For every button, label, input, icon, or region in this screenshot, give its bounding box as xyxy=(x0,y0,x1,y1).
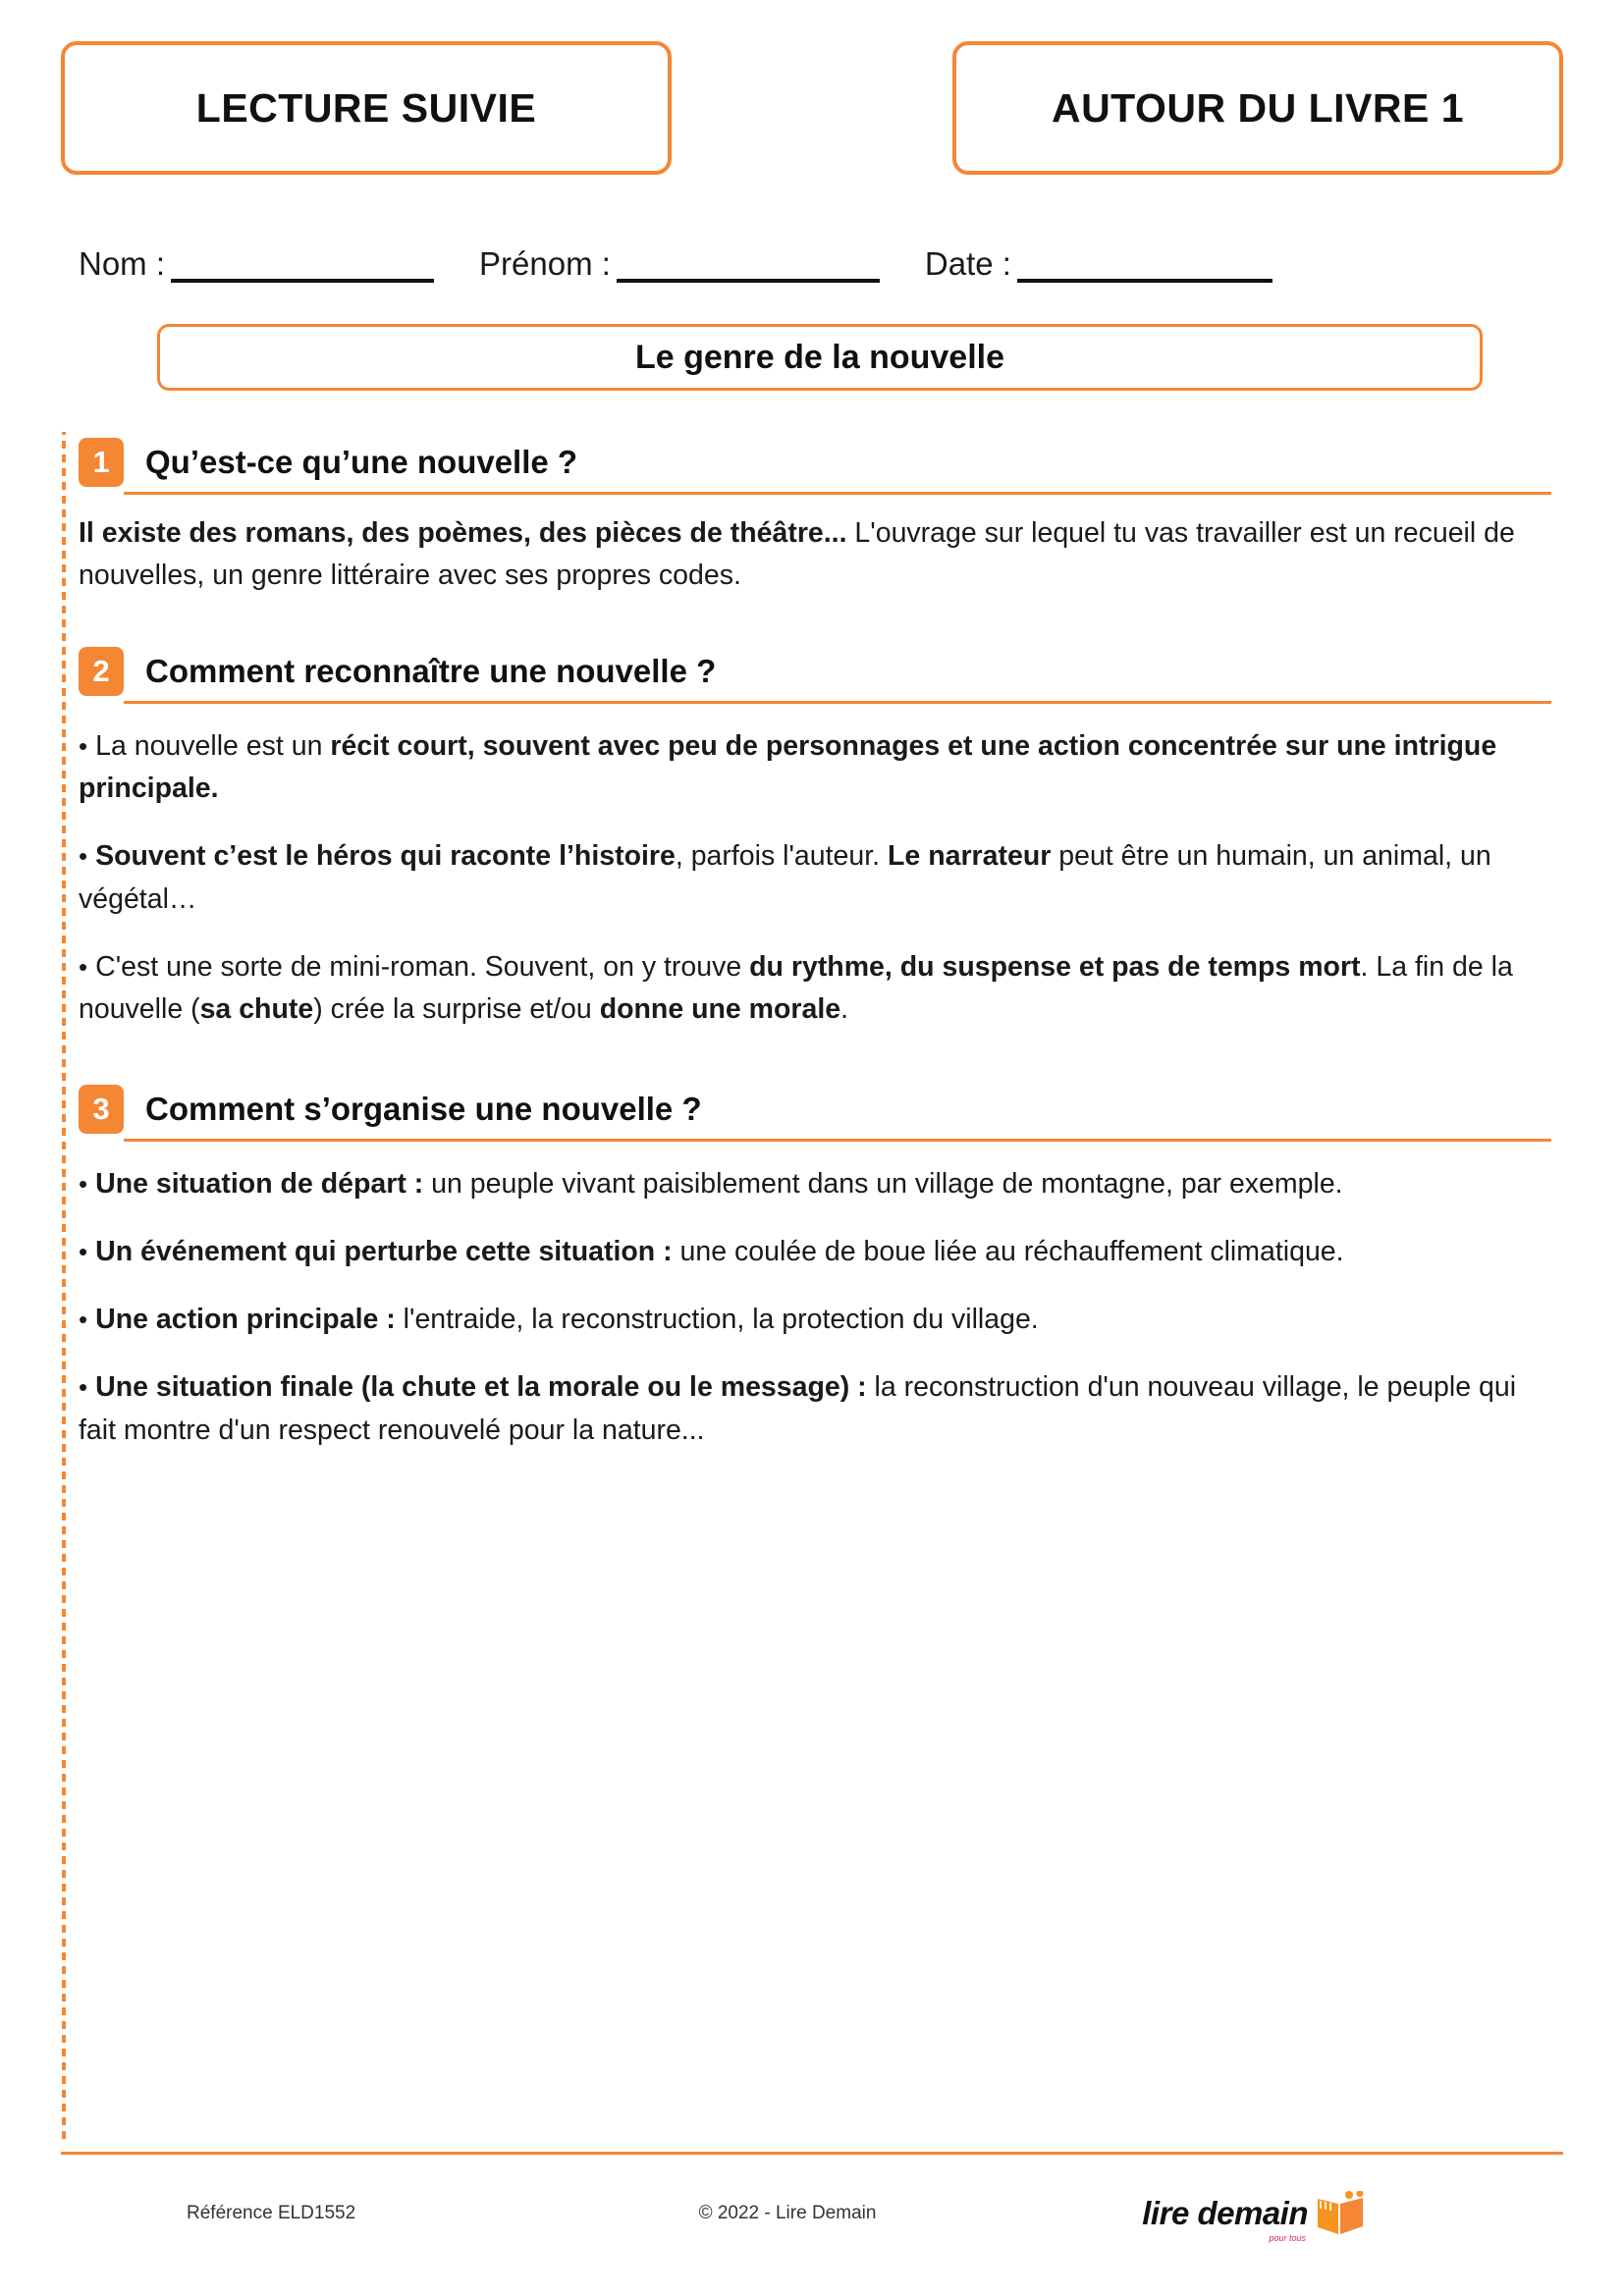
bullet-text-bold: récit court, souvent avec peu de personnages et une action concentrée sur une intrigue principale. xyxy=(79,729,1497,804)
bullet-text-plain: La nouvelle est un xyxy=(95,729,331,762)
list-item xyxy=(79,1163,1549,1205)
list-item xyxy=(79,1231,1549,1273)
footer-copyright: © 2022 - Lire Demain xyxy=(698,2203,877,2223)
date-label: Date : xyxy=(924,245,1011,282)
footer-reference: Référence ELD1552 xyxy=(187,2203,356,2223)
section-2-title: Comment reconnaître une nouvelle ? xyxy=(145,652,717,689)
list-item xyxy=(79,1299,1549,1341)
section-1 xyxy=(79,434,1551,598)
bullet-text-bold-2: Le narrateur xyxy=(888,840,1052,873)
bullet-text-plain: , parfois l'auteur. xyxy=(675,840,889,873)
bullet-dot-icon: • xyxy=(79,1372,88,1403)
bullet-text-plain: la reconstruction d'un nouveau village, le peuple qui fait montre d'un respect renouvelé pour la nature... xyxy=(79,1371,1517,1446)
section-2 xyxy=(79,643,1551,1032)
bullet-text-plain: un peuple vivant paisiblement dans un village de montagne, par exemple. xyxy=(423,1167,1343,1200)
bullet-text-plain-3: ) crée la surprise et/ou xyxy=(313,993,600,1026)
bullet-text-bold: Souvent c’est le héros qui raconte l’histoire xyxy=(95,840,676,873)
section-1-paragraph xyxy=(79,512,1549,598)
bullet-dot-icon: • xyxy=(79,951,88,982)
bullet-text-bold-3: donne une morale xyxy=(599,993,841,1026)
section-3-number-badge: 3 xyxy=(79,1085,124,1134)
bullet-text-bold: du rythme, du suspense et pas de temps mort xyxy=(749,950,1361,983)
section-1-title: Qu’est-ce qu’une nouvelle ? xyxy=(145,444,578,480)
bullet-dot-icon: • xyxy=(79,1168,88,1199)
section-3-header xyxy=(79,1081,1551,1138)
list-item xyxy=(79,835,1549,921)
section-1-paragraph-rest: L'ouvrage sur lequel tu vas travailler est un recueil de nouvelles, un genre littéraire avec ses propres codes. xyxy=(79,517,1515,592)
header-banner-row xyxy=(61,41,1563,175)
section-3-title: Comment s’organise une nouvelle ? xyxy=(145,1090,702,1127)
section-3 xyxy=(79,1081,1551,1453)
banner-autour-du-livre xyxy=(952,41,1563,175)
bullet-text-bold: Une situation finale (la chute et la morale ou le message) : xyxy=(95,1371,867,1404)
page-footer xyxy=(61,2171,1563,2256)
bullet-dot-icon: • xyxy=(79,1305,88,1335)
worksheet-title-box xyxy=(157,324,1483,391)
logo-tagline: pour tous xyxy=(1269,2233,1306,2243)
bullet-dot-icon: • xyxy=(79,730,88,761)
bullet-text-bold: Une situation de départ : xyxy=(95,1167,424,1200)
worksheet-content xyxy=(79,434,1551,1477)
bullet-text-plain: C'est une sorte de mini-roman. Souvent, on y trouve xyxy=(95,950,750,983)
spacer-2 xyxy=(79,1057,1551,1081)
banner-lecture-suivie xyxy=(61,41,672,175)
bullet-text-plain-4: . xyxy=(840,993,849,1026)
banner-right-label: AUTOUR DU LIVRE 1 xyxy=(1051,84,1465,131)
identity-line xyxy=(79,236,1551,283)
section-2-number-badge: 2 xyxy=(79,647,124,696)
brand-logo xyxy=(1043,2191,1563,2243)
date-input-rule[interactable] xyxy=(1017,249,1272,283)
footer-divider xyxy=(61,2152,1563,2155)
logo-wordmark-text: lire demain xyxy=(1142,2195,1308,2231)
dotted-margin-decoration xyxy=(62,432,66,2140)
nom-input-rule[interactable] xyxy=(171,249,434,283)
list-item xyxy=(79,1366,1549,1452)
section-1-number-badge: 1 xyxy=(79,438,124,487)
bullet-text-plain: l'entraide, la reconstruction, la protection du village. xyxy=(395,1304,1039,1336)
bullet-text-bold: Un événement qui perturbe cette situation : xyxy=(95,1235,673,1267)
prenom-input-rule[interactable] xyxy=(617,249,880,283)
list-item xyxy=(79,725,1549,811)
spacer-1 xyxy=(79,619,1551,643)
section-1-underline xyxy=(124,492,1551,495)
list-item xyxy=(79,946,1549,1032)
prenom-label: Prénom : xyxy=(479,245,611,282)
bullet-dot-icon: • xyxy=(79,1236,88,1266)
banner-left-label: LECTURE SUIVIE xyxy=(195,84,537,131)
bullet-dot-icon: • xyxy=(79,841,88,872)
logo-wordmark xyxy=(1142,2195,1308,2243)
section-2-header xyxy=(79,643,1551,700)
bullet-text-plain-2: . La fin de la nouvelle ( xyxy=(79,950,1513,1026)
nom-label: Nom : xyxy=(79,245,166,282)
open-book-icon xyxy=(1314,2191,1367,2236)
bullet-text-bold-2: sa chute xyxy=(199,993,314,1026)
section-3-underline xyxy=(124,1139,1551,1142)
bullet-text-bold: Une action principale : xyxy=(95,1304,396,1336)
section-2-underline xyxy=(124,701,1551,704)
section-1-header xyxy=(79,434,1551,491)
bullet-text-plain-2: peut être un humain, un animal, un végétal… xyxy=(79,840,1491,915)
bullet-text-plain: une coulée de boue liée au réchauffement climatique. xyxy=(672,1235,1344,1267)
section-1-paragraph-bold: Il existe des romans, des poèmes, des pièces de théâtre... xyxy=(79,517,847,549)
page-title: Le genre de la nouvelle xyxy=(634,338,1004,376)
